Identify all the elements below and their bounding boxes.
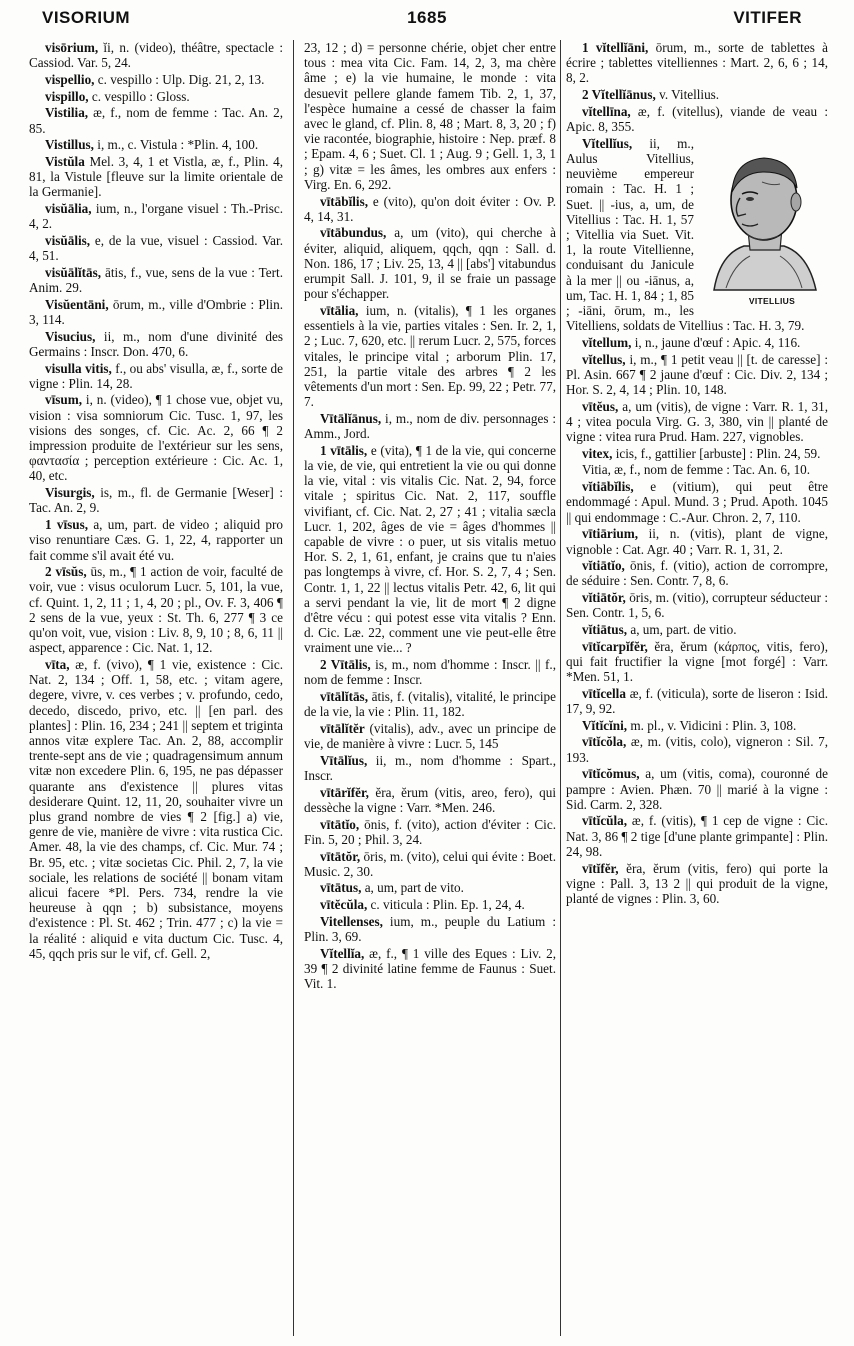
entry-definition: c. vespillo : Gloss.	[88, 88, 190, 104]
entry-definition: c. vespillo : Ulp. Dig. 21, 2, 13.	[94, 71, 265, 87]
entry-definition: icis, f., gattilier [arbuste] : Plin. 24, 59.	[612, 445, 821, 461]
entry-definition: a, um, part. de vitio.	[627, 622, 737, 638]
entry-headword: 1 vĭtellĭāni,	[582, 40, 649, 55]
entry-headword: Vistilia,	[45, 105, 89, 121]
entry-definition: m. pl., v. Vidicini : Plin. 3, 108.	[627, 717, 797, 733]
dictionary-entry	[29, 233, 283, 263]
dictionary-entry	[566, 136, 828, 334]
dictionary-entry	[566, 861, 828, 907]
entry-definition: a, um (vitis), de vigne : Varr. R. 1, 31, 4 ; vitea pocula Virg. G. 3, 380, vin || planté de vigne : vitea rura Prud. Ham. 227, vignobles.	[566, 398, 828, 445]
entry-headword: vīsum,	[45, 392, 83, 408]
dictionary-entry	[304, 817, 556, 847]
page-number: 1685	[407, 8, 447, 27]
entry-headword: Vītālĭus,	[320, 752, 368, 768]
entry-definition: æ, f. (viticula), sorte de liseron : Isid. 17, 9, 92.	[566, 685, 828, 717]
entry-headword: vĭtiātĭo,	[582, 558, 625, 574]
entry-headword: vĭtiābĭlis,	[582, 479, 634, 495]
entry-definition: ātis, f., vue, sens de la vue : Tert. Anim. 29.	[29, 264, 283, 296]
entry-headword: 1 vīsus,	[45, 517, 89, 533]
entry-definition: ōnis, f. (vitio), action de corrompre, de séduire : Sen. Contr. 7, 8, 6.	[566, 558, 828, 589]
entry-definition: e (vitium), qui peut être endommagé : Apul. Mund. 3 ; Prud. Apoth. 1045 || qui endommage : C.-Aur. Chron. 2, 7, 110.	[566, 479, 828, 525]
dictionary-entry	[566, 526, 828, 556]
entry-definition: e (vito), qu'on doit éviter : Ov. P. 4, 14, 31.	[304, 193, 556, 224]
entry-headword: vītātŏr,	[320, 848, 361, 864]
entry-definition: i, m., c. Vistula : *Plin. 4, 100.	[93, 137, 259, 153]
dictionary-entry	[29, 105, 283, 135]
entry-definition: is, m., fl. de Germanie [Weser] : Tac. An. 2, 9.	[29, 485, 283, 516]
dictionary-entry	[29, 392, 283, 483]
entry-definition: æ, f. (vitis), ¶ 1 cep de vigne : Cic. Nat. 3, 86 ¶ 2 tige [d'une plante grimpante] : Plin. 24, 98.	[566, 813, 828, 859]
dictionary-entry	[566, 639, 828, 685]
dictionary-entry	[304, 194, 556, 224]
entry-definition: a, um, part. de video ; aliquid pro viso renuntiare Cæs. G. 1, 22, 4, rapporter un fait comme s'il avait été vu.	[29, 517, 283, 563]
entry-headword: visŭālia,	[45, 201, 92, 217]
entry-headword: visōrium,	[45, 40, 99, 55]
entry-headword: Vĭtĭcĭni,	[582, 717, 628, 733]
dictionary-entry	[304, 443, 556, 656]
entry-headword: vītārĭfĕr,	[320, 784, 369, 800]
dictionary-entry	[304, 897, 556, 912]
running-head-right: VITIFER	[733, 8, 802, 27]
entry-headword: Vitellenses,	[320, 913, 383, 929]
entry-definition: f., ou abs' visulla, æ, f., sorte de vigne : Plin. 14, 28.	[29, 360, 284, 391]
entry-definition: ii, m., nom d'homme : Spart., Inscr.	[304, 752, 556, 784]
entry-definition: æ, f., nom de femme : Tac. An. 2, 85.	[29, 105, 283, 136]
dictionary-entry	[29, 657, 283, 961]
dictionary-entry	[566, 590, 828, 620]
entry-definition: ii, m., nom d'une divinité des Germains : Inscr. Don. 470, 6.	[29, 328, 283, 359]
dictionary-entry	[29, 201, 283, 231]
dictionary-entry	[566, 352, 828, 398]
dictionary-entry	[29, 329, 283, 359]
dictionary-entry	[304, 657, 556, 687]
entry-definition: æ, f. (vivo), ¶ 1 vie, existence : Cic. Nat. 2, 134 ; Off. 1, 58, etc. ; vitam agere, degere, vivre, v. ces verbes ; v. profundo, cedo, decedo, discedo, privo, etc. || [en parl. des plantes] : Plin. 16, 234 ; 241 || septem et triginta annos vitæ explere Tac. An. 2, 88, accomplir trente-sept ans de vie ; quadragensimum annum vitæ non excedere Plin. 6, 195, ne pas dépasser quarante ans d'existence || plures vitas desiderare Quint. 12, 11, 20, souhaiter vivre un plus grand nombre de vies ¶ 2 [fig.] a) vie, genre de vie, manière de vivre : vita rustica Cic. Amer. 48, la vie des champs, cf. Cic. Mur. 74 ; Br. 95, etc. ; vitæ societas Cic. Phil. 2, 7, la vie sociale, les relations de société || bonam vitam alicui facere *Pl. Pers. 734, rendre la vie heureuse à qqn ; b) subsistance, moyens d'existence : Pl. St. 462 ; Trin. 477 ; c) la vie = la réalité : aliquid e vita ductum Cic. Tusc. 4, 45, qqch pris sur le vif, cf. Gell. 2,	[29, 656, 283, 961]
vitellius-portrait	[700, 142, 828, 309]
column-rule	[560, 40, 561, 1336]
dictionary-entry	[566, 87, 828, 102]
dictionary-entry	[304, 753, 556, 783]
dictionary-entry	[566, 558, 828, 588]
entry-definition: ūs, m., ¶ 1 action de voir, faculté de voir, vue : visus oculorum Lucr. 5, 101, la vue, cf. Quint. 1, 2, 11 ; 1, 4, 20 ; pl., Ov. F. 3, 406 ¶ 2 sens de la vue, yeux : St. Th. 6, 277 ¶ 3 ce qu'on voit, vue, vision : Liv. 8, 9, 10 ; 8, 6, 11 || aspect, apparence : Cic. Nat. 1, 12.	[29, 564, 284, 656]
entry-headword: Visŭentāni,	[45, 296, 109, 312]
entry-headword: vispellio,	[45, 71, 95, 87]
entry-headword: vītĕcŭla,	[320, 897, 368, 913]
dictionary-entry	[566, 718, 828, 733]
entry-definition: ōris, m. (vitio), corrupteur séducteur : Sen. Contr. 1, 5, 6.	[566, 590, 828, 621]
entry-definition: æ, f., ¶ 1 ville des Eques : Liv. 2, 39 ¶ 2 divinité latine femme de Faunus : Suet. Vit. 1.	[304, 945, 556, 992]
dictionary-entry	[304, 914, 556, 944]
entry-headword: vītĭcŏla,	[582, 734, 627, 750]
entry-headword: vītālĭtĕr	[320, 720, 365, 736]
dictionary-entry	[29, 297, 283, 327]
dictionary-entry	[304, 880, 556, 895]
dictionary-entry	[304, 721, 556, 751]
entry-definition: ii, m., Aulus Vitellius, neuvième empereur romain : Tac. H. 1 ; Suet. || -ius, a, um, de Vitellius : Tac. H. 1, 57 ; Vitellia via Suet. Vit. 1, la route Vitellienne, conduisant du Janicule à la mer || ou -iānus, a, um, Tac. H. 1, 84 ; 1, 85 ; -iāni, ōrum, m., les Vitelliens, soldats de Vitellius : Tac. H. 3, 79.	[566, 135, 805, 334]
entry-headword: Vĭtellĭa,	[320, 945, 365, 961]
dictionary-entry	[29, 72, 283, 87]
dictionary-entry	[304, 849, 556, 879]
dictionary-entry	[566, 813, 828, 859]
entry-definition: ātis, f. (vitalis), vitalité, le principe de la vie, la vie : Plin. 11, 182.	[304, 689, 556, 720]
column-3	[566, 40, 828, 908]
entry-definition: i, n. (video), ¶ 1 chose vue, objet vu, vision : visa somniorum Cic. Tusc. 1, 97, les visions des songes, cf. Cic. Ac. 2, 66 ¶ 2 impression produite de l'extérieur sur les sens, φαντασία ; perception extérieure : Cic. Ac. 1, 40, etc.	[29, 392, 283, 484]
entry-definition: ium, n. (vitalis), ¶ 1 les organes essentiels à la vie, parties vitales : Sen. Ir. 2, 1, 2 ; Luc. 7, 620, etc. || rerum Lucr. 2, 575, forces vitales, le principe vital ; arborum Plin. 17, 251, la partie vitale des arbres ¶ 2 les vêtements d'un mort : Sen. Ep. 99, 22 ; Petr. 77, 7.	[304, 302, 556, 410]
entry-headword: visŭālis,	[45, 232, 91, 248]
entry-definition: ii, n. (vitis), plant de vigne, vignoble : Cat. Agr. 40 ; Varr. R. 1, 31, 2.	[566, 526, 828, 557]
running-head-left: VISORIUM	[42, 8, 131, 27]
entry-headword: vitex,	[582, 445, 613, 461]
column-1	[29, 40, 283, 962]
entry-headword: 2 vīsŭs,	[45, 564, 87, 580]
entry-definition: Vitia, æ, f., nom de femme : Tac. An. 6, 10.	[582, 462, 811, 478]
entry-headword: 1 vītālis,	[320, 442, 368, 458]
entry-definition: ĕra, ĕrum (vitis, areo, fero), qui dessèche la vigne : Varr. *Men. 246.	[304, 784, 556, 815]
entry-headword: visulla vitis,	[45, 360, 112, 376]
entry-headword: Visurgis,	[45, 485, 95, 501]
dictionary-entry	[29, 361, 283, 391]
entry-definition: ōrum, m., ville d'Ombrie : Plin. 3, 114.	[29, 296, 283, 327]
dictionary-entry	[566, 766, 828, 812]
dictionary-entry	[304, 225, 556, 301]
entry-definition: e (vita), ¶ 1 de la vie, qui concerne la vie, de vie, qui entretient la vie ou qui donne la vie, vital : vis vitalis Cic. Nat. 2, 94, force vitale ; spiritus Cic. Nat. 2, 117, souffle vivifiant, cf. Cic. Nat. 2, 27 ; 41 ; vitalia sæcla Lucr. 1, 202, âges de vie = âges d'hommes || capable de vivre : o puer, ut sis vitalis metuo Hor. S. 2, 1, 61, enfant, je crains que tu n'aies pas longtemps à vivre, cf. Hor. S. 2, 7, 4 ; Sen. Contr. 1, 1, 22 || lectus vitalis Petr. 42, 6, lit qui a servi pendant la vie, lit de mort ¶ 2 digne d'être vécu : qui potest esse vita vitalis ? Enn. d. Cic. Læ. 22, comment une vie peut-elle être vraiment une vie... ?	[304, 442, 557, 656]
entry-headword: Vĭtellĭus,	[582, 135, 633, 151]
entry-definition: æ, f. (vitellus), viande de veau : Apic. 8, 355.	[566, 103, 828, 135]
entry-definition: ĕra, ĕrum (vitis, fero) qui porte la vigne : Pall. 3, 13 2 || qui produit de la vigne, planté de vignes : Plin. 3, 60.	[566, 860, 828, 906]
entry-headword: Vistillus,	[45, 137, 94, 153]
entry-headword: vispillo,	[45, 88, 89, 104]
entry-headword: Vistŭla	[45, 153, 85, 169]
entry-headword: visŭālĭtās,	[45, 264, 102, 280]
dictionary-entry	[29, 154, 283, 200]
entry-headword: Visucius,	[45, 328, 96, 344]
entry-definition: ĕra, ĕrum (κάρπος, vitis, fero), qui fait fructifier la vigne [mot forgé] : Varr. *Men. 51, 1.	[566, 638, 828, 685]
dictionary-entry	[29, 89, 283, 104]
entry-headword: vītĭcŭla,	[582, 813, 628, 829]
entry-definition: 23, 12 ; d) = personne chérie, objet cher entre tous : mea vita Cic. Fam. 14, 2, 3, ma chère âme ; e) la vie humaine, le monde : vita desuevit pellere glande famem Tib. 2, 1, 37, l'espèce humaine a cessé de chasser la faim avec le gland, cf. Plin. 8, 48 ; Mart. 8, 3, 20 ; f) vie racontée, biographie, histoire : Nep. præf. 8 ; Epam. 4, 6 ; Suet. Cl. 1 ; Aug. 9 ; Gell. 1, 3, 1 ; g) vitæ = les âmes, les ombres aux enfers : Virg. En. 6, 292.	[304, 40, 556, 192]
entry-headword: vītĭfĕr,	[582, 860, 619, 876]
entry-headword: vĭtellus,	[582, 351, 626, 367]
entry-headword: vītiārium,	[582, 526, 639, 542]
entry-definition: ōrum, m., sorte de tablettes à écrire ; tablettes vitelliennes : Mart. 2, 6, 6 ; 14, 8, 2.	[566, 40, 828, 86]
dictionary-entry	[29, 485, 283, 515]
entry-headword: vītābundus,	[320, 225, 387, 241]
entry-headword: 2 Vītālis,	[320, 657, 371, 673]
entry-headword: vītābĭlis,	[320, 193, 368, 209]
entry-headword: vĭtiātŏr,	[582, 590, 626, 606]
entry-definition: æ, m. (vitis, colo), vigneron : Sil. 7, 193.	[566, 734, 828, 765]
entry-definition: i, m., nom de div. personnages : Amm., Jord.	[304, 410, 556, 442]
entry-definition: i, m., ¶ 1 petit veau || [t. de caresse] : Pl. Asin. 667 ¶ 2 jaune d'œuf : Cic. Div. 2, 134 ; Hor. S. 2, 4, 14 ; Plin. 10, 148.	[566, 351, 828, 397]
entry-headword: vītātĭo,	[320, 816, 360, 832]
entry-definition: i, n., jaune d'œuf : Apic. 4, 116.	[631, 334, 801, 350]
entry-definition: (vitalis), adv., avec un principe de vie, de manière à vivre : Lucr. 5, 145	[304, 720, 556, 752]
entry-headword: vītĭcŏmus,	[582, 766, 640, 782]
entry-headword: vĭtellum,	[582, 334, 632, 350]
entry-headword: vĭtiātus,	[582, 622, 628, 638]
entry-definition: ium, n., l'organe visuel : Th.-Prisc. 4, 2.	[29, 201, 283, 232]
dictionary-entry	[566, 622, 828, 637]
dictionary-entry	[304, 303, 556, 409]
dictionary-entry	[29, 40, 283, 70]
entry-definition: v. Vitellius.	[655, 87, 720, 103]
vitellius-bust-illustration	[700, 142, 828, 292]
entry-headword: 2 Vĭtellĭānus,	[582, 87, 656, 103]
dictionary-entry	[29, 137, 283, 152]
dictionary-entry	[566, 479, 828, 525]
entry-headword: vīta,	[45, 656, 70, 672]
entry-definition: Mel. 3, 4, 1 et Vistla, æ, f., Plin. 4, 81, la Vistule [fleuve sur la limite orientale de la Germanie].	[29, 153, 283, 200]
entry-headword: vĭtellīna,	[582, 103, 631, 119]
entry-definition: a, um, part de vito.	[361, 880, 464, 896]
entry-definition: e, de la vue, visuel : Cassiod. Var. 4, 51.	[29, 232, 283, 264]
column-2	[304, 40, 556, 993]
entry-definition: is, m., nom d'homme : Inscr. || f., nom de femme : Inscr.	[304, 657, 556, 688]
dictionary-entry	[29, 564, 283, 655]
dictionary-entry	[29, 517, 283, 563]
dictionary-entry	[566, 686, 828, 716]
entry-definition: c. viticula : Plin. Ep. 1, 24, 4.	[367, 897, 525, 913]
dictionary-entry	[566, 446, 828, 461]
dictionary-entry	[566, 462, 828, 477]
entry-headword: vītātus,	[320, 880, 362, 896]
dictionary-entry	[304, 40, 556, 192]
entry-definition: ium, m., peuple du Latium : Plin. 3, 69.	[304, 913, 556, 945]
entry-headword: vītĭcella	[582, 685, 626, 701]
dictionary-entry	[566, 104, 828, 134]
dictionary-entry	[304, 689, 556, 719]
dictionary-entry	[304, 946, 556, 992]
dictionary-entry	[304, 411, 556, 441]
dictionary-entry	[566, 335, 828, 350]
entry-definition: ōnis, f. (vito), action d'éviter : Cic. Fin. 5, 20 ; Phil. 3, 24.	[304, 816, 556, 847]
dictionary-entry	[566, 399, 828, 445]
entry-definition: a, um (vito), qui cherche à éviter, aliquid, aliquem, qqch, qqn : Sall. d. Non. 186, 17 ; Liv. 25, 13, 4 || [abs'] vitabundus erumpit Sall. J. 101, 9, il se fraie un passage pour s'échapper.	[304, 225, 556, 302]
entry-headword: vītĭcarpĭfĕr,	[582, 638, 648, 654]
illustration-caption: VITELLIUS	[748, 295, 796, 306]
entry-definition: ĭi, n. (video), théâtre, spectacle : Cassiod. Var. 5, 24.	[29, 40, 283, 71]
entry-definition: ōris, m. (vito), celui qui évite : Boet. Music. 2, 30.	[304, 848, 556, 879]
column-rule	[293, 40, 294, 1336]
entry-definition: a, um (vitis, coma), couronné de pampre : Avien. Phæn. 70 || marié à la vigne : Sid. Carm. 2, 328.	[566, 766, 828, 812]
entry-headword: Vītālĭānus,	[320, 410, 382, 426]
entry-headword: vītĕus,	[582, 398, 619, 414]
entry-headword: vītālĭtās,	[320, 689, 368, 705]
dictionary-entry	[304, 785, 556, 815]
dictionary-entry	[566, 40, 828, 86]
entry-headword: vītālia,	[320, 302, 359, 318]
dictionary-entry	[29, 265, 283, 295]
dictionary-entry	[566, 734, 828, 764]
